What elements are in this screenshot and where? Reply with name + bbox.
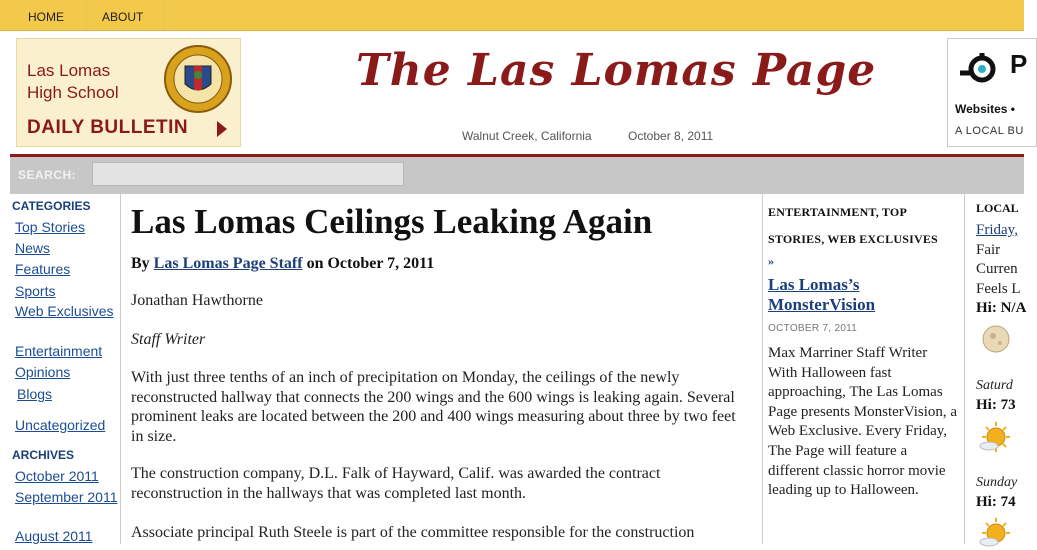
article-title[interactable]: Las Lomas Ceilings Leaking Again: [131, 202, 653, 241]
article-paragraph: With just three tenths of an inch of precipitation on Monday, the ceilings of the newly reconstructed hallway that connects the 200 wings and the 600 wings is leaking again. Several prominent leaks are located between the 200 and 400 wings measuring about three by two feet in size.: [131, 369, 736, 445]
weather-high: Hi: 74: [976, 494, 1016, 510]
arrow-right-icon: [217, 121, 227, 137]
school-name-line1: Las Lomas: [27, 61, 111, 80]
byline-author-link[interactable]: Las Lomas Page Staff: [153, 255, 303, 272]
category-opinions[interactable]: Opinions: [15, 364, 71, 380]
weather-condition: Fair: [976, 242, 1001, 258]
archives-heading: ARCHIVES: [12, 448, 75, 462]
site-header: [0, 31, 1028, 154]
left-sidebar: [10, 194, 120, 544]
advertisement-box[interactable]: [947, 38, 1037, 147]
category-blogs[interactable]: Blogs: [17, 386, 53, 402]
sunny-icon: [976, 516, 1012, 550]
nav-home-link[interactable]: HOME: [12, 0, 87, 30]
article-paragraph: The construction company, D.L. Falk of Hayward, Calif. was awarded the contract reconstruction in the hallways that was completed last month.: [131, 465, 661, 502]
byline-date: on October 7, 2011: [306, 255, 435, 272]
weather-day: Sunday: [976, 475, 1018, 490]
dateline-date: October 8, 2011: [628, 129, 714, 143]
daily-bulletin-label: DAILY BULLETIN: [27, 117, 189, 138]
search-input[interactable]: [92, 162, 404, 186]
archive-august-2011[interactable]: August 2011: [15, 528, 93, 544]
weather-day: Saturd: [976, 378, 1013, 393]
raquo-icon: »: [768, 254, 774, 268]
search-label: SEARCH:: [18, 168, 77, 182]
category-uncategorized[interactable]: Uncategorized: [15, 417, 106, 433]
sponsor-tagline: A LOCAL BU: [955, 125, 1024, 137]
weather-high: Hi: 73: [976, 397, 1016, 413]
top-nav: [0, 0, 1024, 31]
dateline-place: Walnut Creek, California: [462, 129, 592, 143]
weather-current: Curren: [976, 261, 1018, 277]
archive-october-2011[interactable]: October 2011: [15, 468, 99, 484]
article-paragraph: Associate principal Ruth Steele is part of the committee responsible for the construction: [131, 524, 695, 541]
category-features[interactable]: Features: [15, 261, 71, 277]
archive-september-2011[interactable]: September 2011: [15, 489, 118, 505]
weather-widget: [976, 194, 1036, 544]
column-divider: [762, 194, 763, 544]
article-byline: [131, 255, 434, 273]
article-paragraph: Jonathan Hawthorne: [131, 292, 263, 309]
category-entertainment[interactable]: Entertainment: [15, 343, 103, 359]
sunny-icon: [976, 420, 1012, 454]
nav-about-link[interactable]: ABOUT: [87, 0, 165, 30]
categories-heading: CATEGORIES: [12, 199, 91, 213]
column-divider: [120, 194, 121, 544]
story-category: ENTERTAINMENT, TOP STORIES, WEB EXCLUSIVES: [768, 205, 938, 246]
school-name-line2: High School: [27, 83, 119, 102]
sponsor-letter: P: [1010, 49, 1028, 79]
story-blurb: Max Marriner Staff Writer With Halloween fast approaching, The Las Lomas Page presents MonsterVision, a Web Exclusive. Every Friday, The Page will feature a different classic horror movie leading up to Halloween.: [768, 345, 958, 499]
weather-feels-like: Feels L: [976, 281, 1021, 297]
featured-story-link[interactable]: Las Lomas’s MonsterVision: [768, 275, 876, 314]
daily-bulletin-banner[interactable]: [16, 38, 241, 147]
column-divider: [964, 194, 965, 544]
category-sports[interactable]: Sports: [15, 283, 56, 299]
article-paragraph: Staff Writer: [131, 331, 206, 348]
category-top-stories[interactable]: Top Stories: [15, 219, 86, 235]
category-web-exclusives[interactable]: Web Exclusives: [15, 303, 114, 319]
moon-icon: [976, 324, 1010, 354]
weather-heading: LOCAL: [976, 201, 1019, 215]
sponsor-websites: Websites •: [955, 102, 1015, 116]
search-bar: [10, 157, 1024, 194]
site-masthead[interactable]: The Las Lomas Page: [356, 45, 877, 96]
school-seal-icon: [163, 44, 233, 114]
weather-day-link[interactable]: Friday,: [976, 222, 1018, 238]
story-date: OCTOBER 7, 2011: [768, 323, 858, 334]
byline-prefix: By: [131, 255, 150, 272]
weather-high: Hi: N/A: [976, 300, 1027, 316]
category-news[interactable]: News: [15, 240, 51, 256]
sponsor-logo-icon: [956, 51, 1006, 85]
